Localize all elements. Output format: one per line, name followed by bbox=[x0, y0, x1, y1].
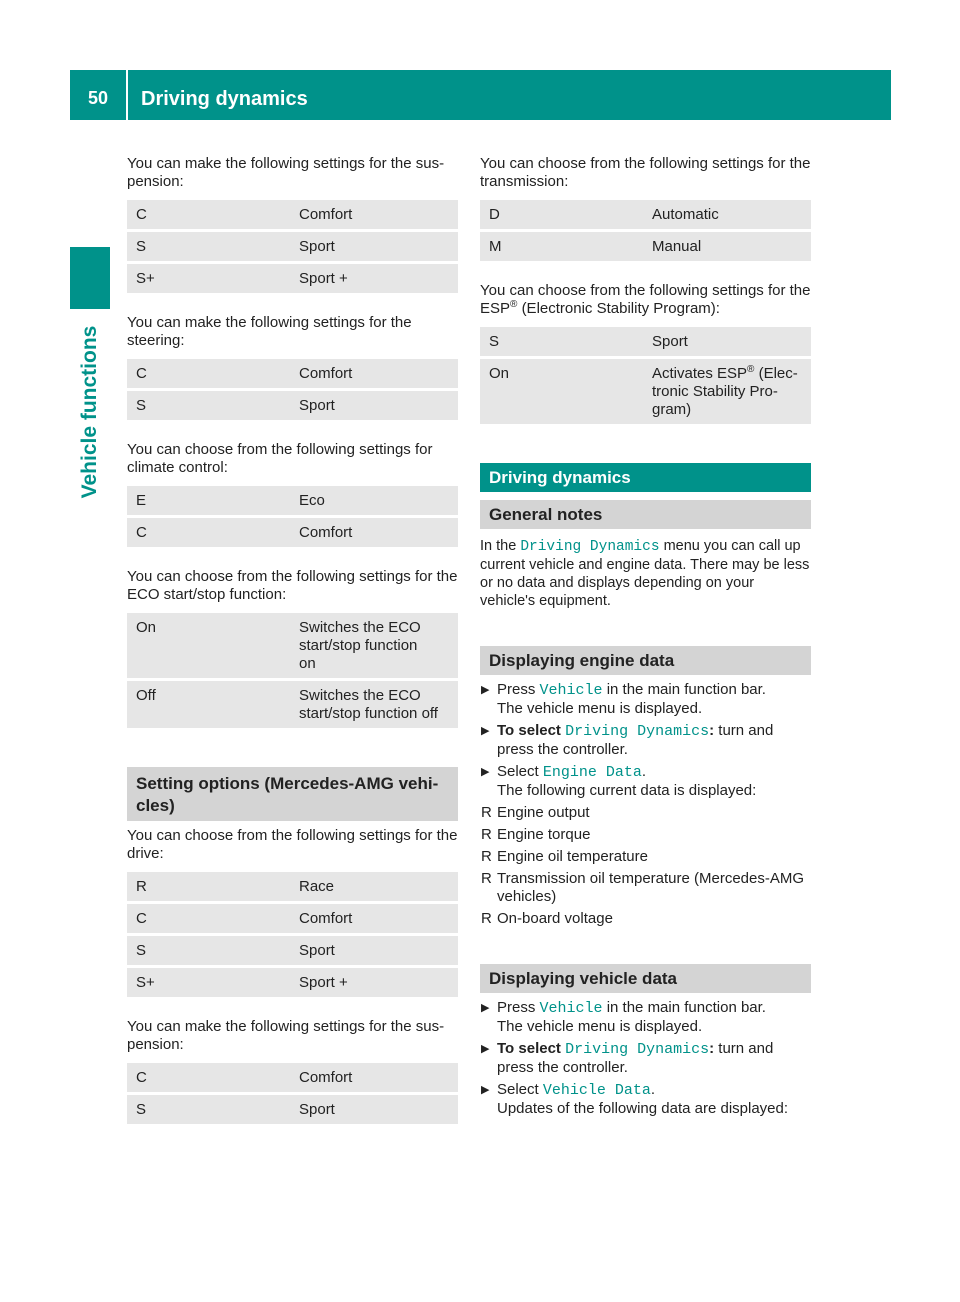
table-row bbox=[127, 872, 458, 901]
setting-key: S bbox=[127, 391, 290, 420]
setting-value: Sport + bbox=[290, 264, 458, 293]
esp-table bbox=[480, 324, 811, 427]
chapter-tab-marker bbox=[70, 247, 110, 309]
chapter-label bbox=[70, 312, 110, 512]
table-row bbox=[480, 327, 811, 356]
table-row bbox=[127, 968, 458, 997]
setting-value: Race bbox=[290, 872, 458, 901]
step-arrow-icon: ▶ bbox=[481, 1002, 490, 1014]
amg-settings-heading: Setting options (Mercedes-AMG vehi-cles) bbox=[127, 767, 458, 821]
setting-key: C bbox=[127, 1063, 290, 1092]
intro-esp-part-a: You can choose from the following settings for the ESP bbox=[480, 282, 811, 317]
menu-vehicle: Vehicle bbox=[539, 1000, 603, 1017]
intro-esp-part-b: (Electronic Stability Program): bbox=[521, 300, 720, 317]
step-colon: : bbox=[709, 722, 715, 739]
table-row bbox=[127, 1095, 458, 1124]
step-item bbox=[480, 999, 811, 1036]
menu-driving-dynamics: Driving Dynamics bbox=[565, 723, 710, 740]
table-row bbox=[127, 904, 458, 933]
setting-key: S bbox=[480, 327, 643, 356]
general-notes-heading: General notes bbox=[480, 500, 811, 529]
setting-key: S bbox=[127, 232, 290, 261]
page-number: 50 bbox=[87, 88, 109, 108]
setting-key: Off bbox=[127, 681, 290, 728]
setting-key: R bbox=[127, 872, 290, 901]
transmission-table bbox=[480, 197, 811, 264]
step-item bbox=[480, 681, 811, 718]
step-text: turn and press the controller. bbox=[497, 1040, 774, 1076]
intro-drive: You can choose from the following settings for the drive: bbox=[127, 827, 458, 862]
table-row bbox=[127, 232, 458, 261]
list-item bbox=[480, 870, 811, 906]
step-item bbox=[480, 722, 811, 759]
setting-value: Sport bbox=[643, 327, 811, 356]
setting-value bbox=[643, 359, 811, 424]
step-text: in the main function bar. bbox=[606, 681, 766, 698]
bullet-icon: R bbox=[481, 910, 492, 927]
step-text: Select bbox=[497, 763, 539, 780]
step-arrow-icon: ▶ bbox=[481, 1043, 490, 1055]
chapter-label-text: Vehicle functions bbox=[78, 325, 101, 499]
setting-key: M bbox=[480, 232, 643, 261]
menu-vehicle: Vehicle bbox=[539, 682, 603, 699]
bullet-icon: R bbox=[481, 826, 492, 843]
step-arrow-icon: ▶ bbox=[481, 684, 490, 696]
setting-value: Comfort bbox=[290, 518, 458, 547]
list-item bbox=[480, 826, 811, 844]
list-item-text: Engine output bbox=[497, 804, 590, 821]
engine-steps bbox=[480, 681, 811, 928]
table-row bbox=[480, 359, 811, 424]
step-text: To select bbox=[497, 722, 561, 739]
table-row bbox=[127, 1063, 458, 1092]
setting-key: E bbox=[127, 486, 290, 515]
table-row bbox=[127, 200, 458, 229]
setting-value: Sport + bbox=[290, 968, 458, 997]
intro-eco: You can choose from the following settings for the ECO start/stop function: bbox=[127, 568, 458, 603]
step-text: Press bbox=[497, 681, 536, 698]
eco-table bbox=[127, 610, 458, 731]
registered-mark: ® bbox=[747, 364, 755, 375]
setting-key: S bbox=[127, 1095, 290, 1124]
list-item-text: Engine oil temperature bbox=[497, 848, 648, 865]
bullet-icon: R bbox=[481, 848, 492, 865]
step-colon: : bbox=[709, 1040, 715, 1057]
driving-dynamics-heading: Driving dynamics bbox=[480, 463, 811, 492]
step-text: turn and press the controller. bbox=[497, 722, 774, 758]
table-row bbox=[127, 681, 458, 728]
suspension-amg-table bbox=[127, 1060, 458, 1127]
vehicle-steps bbox=[480, 999, 811, 1118]
step-item bbox=[480, 1081, 811, 1118]
step-result: The vehicle menu is displayed. bbox=[497, 1018, 703, 1035]
intro-esp bbox=[480, 282, 811, 318]
setting-key: D bbox=[480, 200, 643, 229]
setting-key: C bbox=[127, 359, 290, 388]
vehicle-data-heading: Displaying vehicle data bbox=[480, 964, 811, 993]
climate-table bbox=[127, 483, 458, 550]
esp-description-text: (Elec-tronic Stability Pro-gram) bbox=[652, 365, 798, 418]
table-row bbox=[127, 264, 458, 293]
bullet-icon: R bbox=[481, 804, 492, 821]
setting-value: Eco bbox=[290, 486, 458, 515]
step-result: The following current data is displayed: bbox=[497, 782, 757, 799]
page-title: Driving dynamics bbox=[141, 88, 308, 110]
table-row bbox=[480, 200, 811, 229]
right-column bbox=[480, 155, 811, 1118]
setting-key: C bbox=[127, 904, 290, 933]
list-item bbox=[480, 804, 811, 822]
setting-value: Manual bbox=[643, 232, 811, 261]
general-notes-text bbox=[480, 537, 811, 610]
step-arrow-icon: ▶ bbox=[481, 1084, 490, 1096]
setting-value: Sport bbox=[290, 1095, 458, 1124]
setting-key: S+ bbox=[127, 264, 290, 293]
step-dot: . bbox=[650, 1081, 656, 1098]
left-column bbox=[127, 155, 458, 1127]
list-item bbox=[480, 910, 811, 928]
step-item bbox=[480, 763, 811, 800]
intro-suspension-amg: You can make the following settings for the sus-pension: bbox=[127, 1018, 445, 1053]
setting-value: Sport bbox=[290, 936, 458, 965]
registered-mark: ® bbox=[510, 299, 518, 310]
menu-driving-dynamics: Driving Dynamics bbox=[520, 539, 660, 555]
step-text: To select bbox=[497, 1040, 561, 1057]
table-row bbox=[127, 936, 458, 965]
table-row bbox=[127, 486, 458, 515]
step-arrow-icon: ▶ bbox=[481, 725, 490, 737]
esp-activates-text: Activates ESP bbox=[652, 365, 748, 382]
step-result: Updates of the following data are displayed: bbox=[497, 1100, 789, 1117]
engine-data-heading: Displaying engine data bbox=[480, 646, 811, 675]
step-dot: . bbox=[641, 763, 647, 780]
setting-key: S+ bbox=[127, 968, 290, 997]
step-item bbox=[480, 1040, 811, 1077]
drive-table bbox=[127, 869, 458, 1000]
setting-value: Comfort bbox=[290, 200, 458, 229]
suspension-table bbox=[127, 197, 458, 296]
general-text-rest: menu you can call up current vehicle and engine data. There may be less or no data and displays depending on your vehicle's equipment. bbox=[480, 538, 810, 609]
setting-value: Comfort bbox=[290, 1063, 458, 1092]
page-header bbox=[70, 70, 891, 120]
steering-table bbox=[127, 356, 458, 423]
step-text: in the main function bar. bbox=[606, 999, 766, 1016]
setting-value: Automatic bbox=[643, 200, 811, 229]
setting-value: Switches the ECO start/stop function on bbox=[290, 613, 458, 678]
setting-value: Comfort bbox=[290, 359, 458, 388]
setting-key: On bbox=[480, 359, 643, 424]
step-text: Select bbox=[497, 1081, 539, 1098]
header-divider bbox=[126, 70, 128, 120]
bullet-icon: R bbox=[481, 870, 492, 887]
general-text-start: In the bbox=[480, 538, 517, 554]
menu-engine-data: Engine Data bbox=[542, 764, 642, 781]
menu-vehicle-data: Vehicle Data bbox=[542, 1082, 651, 1099]
table-row bbox=[127, 518, 458, 547]
engine-data-list bbox=[480, 804, 811, 928]
setting-value: Switches the ECO start/stop function off bbox=[290, 681, 458, 728]
intro-suspension: You can make the following settings for the sus-pension: bbox=[127, 155, 445, 190]
setting-value: Sport bbox=[290, 232, 458, 261]
table-row bbox=[480, 232, 811, 261]
setting-value: Sport bbox=[290, 391, 458, 420]
setting-key: C bbox=[127, 518, 290, 547]
list-item-text: On-board voltage bbox=[497, 910, 613, 927]
table-row bbox=[127, 359, 458, 388]
list-item-text: Transmission oil temperature (Mercedes-AMG vehicles) bbox=[497, 870, 805, 905]
setting-value: Comfort bbox=[290, 904, 458, 933]
step-result: The vehicle menu is displayed. bbox=[497, 700, 703, 717]
intro-steering: You can make the following settings for the steering: bbox=[127, 314, 412, 349]
list-item-text: Engine torque bbox=[497, 826, 591, 843]
step-arrow-icon: ▶ bbox=[481, 766, 490, 778]
setting-key: C bbox=[127, 200, 290, 229]
setting-key: S bbox=[127, 936, 290, 965]
table-row bbox=[127, 613, 458, 678]
menu-driving-dynamics: Driving Dynamics bbox=[565, 1041, 710, 1058]
intro-climate: You can choose from the following settings for climate control: bbox=[127, 441, 433, 476]
list-item bbox=[480, 848, 811, 866]
setting-key: On bbox=[127, 613, 290, 678]
intro-transmission: You can choose from the following settings for the transmission: bbox=[480, 155, 811, 190]
table-row bbox=[127, 391, 458, 420]
step-text: Press bbox=[497, 999, 536, 1016]
